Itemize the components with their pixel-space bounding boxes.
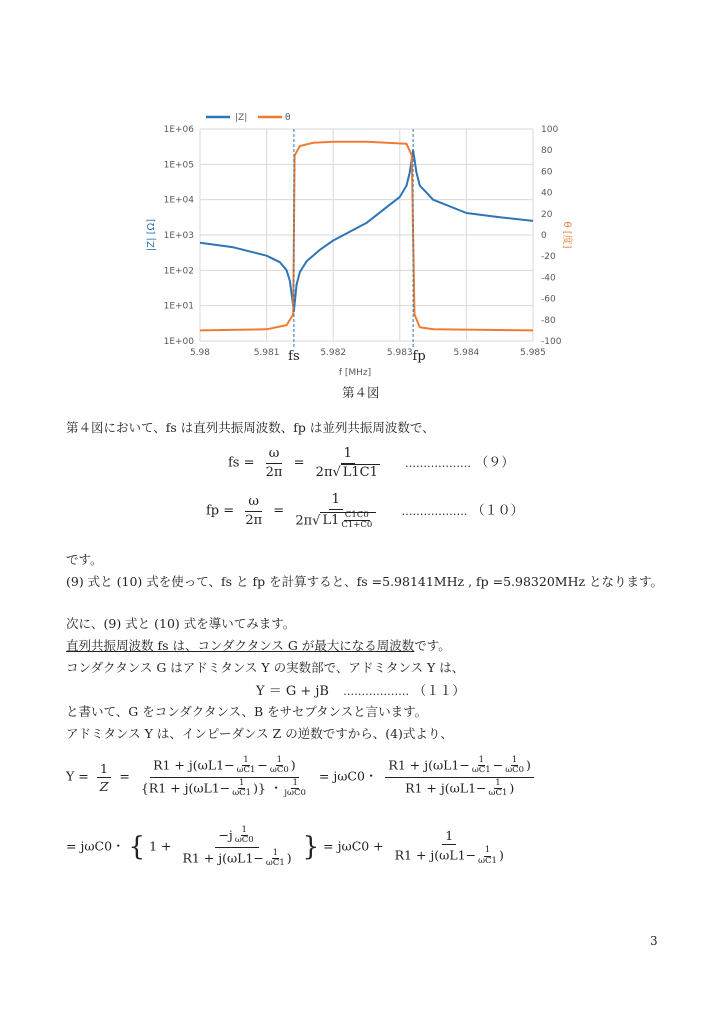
equation-admittance-2 (66, 826, 511, 868)
equation-11 (256, 680, 465, 699)
eq9-2pi: 2π (265, 464, 283, 480)
eqB-lhs: = jωC0・ (66, 838, 125, 854)
eq10-lhs: fp = (206, 503, 235, 519)
paragraph-1: 第４図において、fs は直列共振周波数、fp は並列共振周波数で、 (66, 420, 435, 435)
eqA-r-den-a: R1 + j(ωL1− (405, 780, 487, 796)
y-right-tick-label: 40 (541, 188, 553, 199)
y-right-tick-label: -80 (541, 315, 556, 326)
chart-legend (206, 113, 291, 123)
eqA-one: 1 (97, 761, 111, 778)
paragraph-2: です。 (66, 552, 103, 567)
impedance-phase-chart (140, 105, 580, 385)
paragraph-6: コンダクタンス G はアドミタンス Y の実数部で、アドミタンス Y は、 (66, 660, 465, 675)
y-right-tick-label: 100 (541, 125, 559, 135)
eq10-den-pre: 2π√ (295, 512, 321, 528)
s-one: 1 (292, 777, 298, 788)
s-wc1: ωC1 (488, 788, 508, 799)
y-right-tick-label: -20 (541, 252, 556, 263)
equation-admittance-1 (66, 756, 538, 798)
eqA-num-a: R1 + j(ωL1− (153, 757, 235, 773)
y-left-tick-label: 1E+01 (163, 301, 194, 312)
eqB-den-end: ) (286, 850, 292, 866)
s-wc1: ωC1 (236, 765, 256, 776)
series-impedance-line (200, 150, 533, 311)
eq11-number: （１１） (413, 684, 466, 699)
marker-label-fs: fs (288, 349, 300, 364)
y-left-tick-label: 1E+05 (163, 160, 194, 171)
eq9-number: （９） (475, 455, 515, 471)
x-tick-label: 5.98 (189, 348, 211, 358)
x-tick-label: 5.984 (453, 348, 480, 358)
y-left-tick-label: 1E+06 (163, 125, 194, 135)
x-tick-label: 5.982 (320, 348, 347, 358)
s-wc0: ωC0 (505, 765, 525, 776)
eqA-r-num-a: R1 + j(ωL1− (388, 757, 470, 773)
eqA-r-den-end: ) (509, 780, 515, 796)
s-wc0: ωC0 (234, 835, 254, 846)
y-left-axis-label: |Z| [Ω] (146, 218, 157, 252)
s-one: 1 (241, 825, 247, 835)
paragraph-3: (9) 式と (10) 式を使って、fs と fp を計算すると、fs =5.98141MHz , fp =5.98320MHz となります。 (66, 574, 664, 589)
eq9-eq: = (293, 455, 305, 471)
s-one: 1 (484, 845, 491, 856)
y-right-tick-label: 60 (541, 167, 553, 178)
y-right-tick-label: 20 (541, 209, 553, 220)
eq9-omega: ω (266, 446, 283, 464)
eqA-lhs: Y = (66, 768, 89, 784)
eq9-den-pre: 2π√ (315, 464, 341, 480)
series-phase-line (200, 142, 533, 331)
y-left-tick-label: 1E+03 (163, 231, 194, 241)
eq9-sqrt: L1C1 (342, 464, 378, 480)
p5-rest: です。 (414, 638, 451, 653)
equation-10 (206, 492, 524, 530)
eq11-dots: ……………… (343, 685, 410, 698)
y-right-axis-label: θ [度] (561, 221, 572, 249)
paragraph-7: と書いて、G をコンダクタンス、B をサセプタンスと言います。 (66, 704, 428, 719)
y-left-tick-label: 1E+00 (163, 337, 194, 347)
legend-z-label: |Z| (235, 113, 248, 123)
y-right-tick-label: 80 (541, 146, 553, 157)
s-wc1: ωC1 (471, 765, 491, 776)
eq10-c1c0: C1C0 (344, 509, 369, 520)
s-jwc0: jωC0 (284, 788, 306, 799)
eqA-z: Z (99, 778, 109, 794)
eqB-one-plus: 1 + (149, 838, 172, 854)
eqA-den-b: )} ・ (253, 780, 283, 796)
eq10-c1plusc0: C1+C0 (341, 519, 373, 530)
page-number: 3 (650, 934, 658, 948)
chart-tick-labels (164, 125, 562, 358)
eqA-num-mid: − (257, 757, 268, 773)
s-one: 1 (238, 777, 245, 788)
eq10-2pi: 2π (245, 512, 263, 528)
paragraph-4: 次に、(9) 式と (10) 式を導いてみます。 (66, 616, 296, 631)
y-left-tick-label: 1E+04 (163, 195, 194, 206)
eq10-number: （１０） (471, 503, 524, 519)
x-tick-label: 5.983 (386, 348, 413, 358)
s-wc0: ωC0 (269, 765, 289, 776)
s-wc1: ωC1 (265, 858, 285, 869)
paragraph-5 (66, 636, 451, 654)
eq10-dots: ……………… (401, 504, 468, 518)
eqA-r-num-mid: − (492, 757, 504, 773)
eq9-dots: ……………… (405, 456, 472, 470)
figure-caption: 第４図 (342, 385, 380, 400)
underlined-statement: 直列共振周波数 fs は、コンダクタンス G が最大になる周波数 (66, 638, 415, 653)
chart-grid (200, 129, 533, 341)
eqB-f2-den-a: R1 + j(ωL1− (394, 847, 477, 863)
s-one: 1 (478, 755, 484, 765)
x-tick-label: 5.981 (253, 348, 280, 358)
legend-theta-label: θ (285, 113, 291, 123)
eqB-f2-den-end: ) (498, 847, 504, 863)
y-right-tick-label: -100 (541, 337, 562, 347)
marker-label-fp: fp (412, 349, 426, 364)
s-wc1: ωC1 (232, 788, 252, 799)
paragraph-8: アドミタンス Y は、インピーダンス Z の逆数ですから、(4)式より、 (66, 726, 453, 741)
eqA-eq: = (119, 768, 130, 784)
eq10-one: 1 (329, 492, 343, 510)
s-one: 1 (272, 847, 279, 858)
s-one: 1 (495, 777, 501, 788)
eqB-num-pre: −j (218, 827, 233, 843)
y-right-tick-label: -40 (541, 273, 556, 284)
eqA-den-a: {R1 + j(ωL1− (140, 780, 231, 796)
eq9-lhs: fs = (228, 455, 255, 471)
s-one: 1 (511, 755, 518, 765)
s-one: 1 (276, 755, 283, 765)
s-wc1: ωC1 (478, 855, 497, 866)
eqA-num-end: ) (290, 757, 296, 773)
s-one: 1 (243, 755, 249, 765)
eq11-body: Y ＝ G + jB (256, 684, 329, 699)
y-right-tick-label: 0 (541, 231, 547, 241)
eq9-one: 1 (341, 446, 355, 464)
eq10-den-l1: L1 (322, 512, 340, 528)
eq10-eq: = (273, 503, 285, 519)
eqB-f2-num: 1 (442, 828, 456, 845)
eq10-omega: ω (245, 494, 262, 512)
eqB-right-brace: } (302, 832, 320, 863)
eqA-rhs: = jωC0・ (318, 768, 378, 784)
eqB-mid: = jωC0 + (323, 838, 384, 854)
eqA-r-num-end: ) (526, 757, 531, 773)
eqB-den-a: R1 + j(ωL1− (182, 850, 264, 866)
equation-9 (228, 446, 514, 480)
x-tick-label: 5.985 (520, 348, 546, 358)
y-left-tick-label: 1E+02 (163, 266, 194, 277)
x-axis-label: f [MHz] (338, 368, 372, 378)
chart-series (200, 142, 533, 331)
y-right-tick-label: -60 (541, 294, 556, 305)
eqB-left-brace: { (128, 832, 146, 863)
